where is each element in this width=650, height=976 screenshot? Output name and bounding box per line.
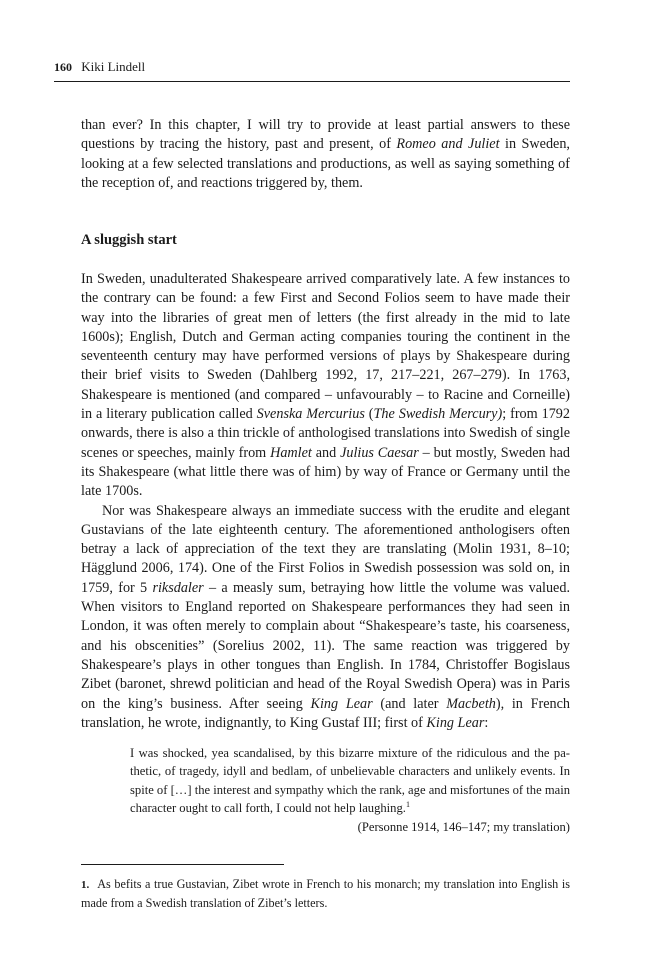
p1-italic-svenska-mercurius: Svenska Mercurius xyxy=(256,406,365,423)
p1-text-2: ( xyxy=(364,406,374,423)
footnote-rule xyxy=(81,864,284,865)
p1-text-3: ; from 1792 onwards, there is also a thin trickle of anthologised translations into Swedish of single scenes or speeches, mainly from xyxy=(81,406,570,461)
p1-italic-swedish-mercury: The Swedish Mercury) xyxy=(373,406,503,423)
p2-text-4: ), in French translation, he wrote, indignantly, to King Gustaf III; first of xyxy=(81,695,570,731)
header-rule xyxy=(54,81,570,82)
p1-text-5: – but mostly, Sweden had its Shakespeare (what little there was of him) by way of France or Germany until the late 1700s. xyxy=(81,444,570,500)
p2-italic-macbeth: Macbeth xyxy=(446,695,496,712)
block-quote xyxy=(130,744,570,836)
p1-italic-hamlet: Hamlet xyxy=(270,444,312,461)
running-head xyxy=(54,58,570,76)
p1-text-1: In Sweden, unadulterated Shakespeare arrived comparatively late. A few instances to the contrary can be found: a few First and Second Folios seem to have made their way into the libraries of great men of letters (the first already in the mid to late 1600s); English, Dutch and German acting companies touring the continent in the seventeenth century may have performed versions of plays by Shakespeare during their brief visits to Sweden (Dahlberg 1992, 17, 217–221, 267–279). In 1763, Shakespeare is mentioned (and compared – unfavourably – to Racine and Corneille) in a literary publication called xyxy=(81,271,570,423)
footnote-text: As befits a true Gustavian, Zibet wrote in French to his monarch; my translation into English is made from a Swedish translation of Zibet’s letters. xyxy=(81,877,570,910)
intro-text-2: in Sweden, looking at a few selected translations and productions, as well as saying something of the reception of, and reactions triggered by, them. xyxy=(81,136,570,191)
section-body xyxy=(81,270,570,733)
p2-text-3: (and later xyxy=(372,695,447,712)
footnote-number: 1. xyxy=(81,879,90,891)
running-head-author: Kiki Lindell xyxy=(81,59,146,74)
p2-italic-riksdaler: riksdaler xyxy=(152,579,204,596)
p2-text-2: – a measly sum, betraying how little the volume was valued. When visitors to England reported on Shakespeare performances they had seen in London, it was often merely to complain about “Shakespeare’s taste, his coarseness, and his obscenities” (Sorelius 2002, 11). The same reaction was triggered by Shakespeare’s plays in other tongues than English. In 1784, Christoffer Bogislaus Zibet (baronet, shrewd politician and head of the Royal Swedish Opera) was in Paris on the king’s business. After seeing xyxy=(81,579,570,712)
section-heading: A sluggish start xyxy=(81,232,177,248)
p2-text-5: : xyxy=(484,714,489,731)
footnote xyxy=(81,876,570,912)
p2-italic-king-lear: King Lear xyxy=(310,695,373,712)
section-paragraph-1 xyxy=(81,270,570,502)
quote-text: I was shocked, yea scandalised, by this bizarre mixture of the ridiculous and the pathetic, of tragedy, idyll and bedlam, of unbelievable characters and unlikely events. In spite of […] the interest and sympathy which the rank, age and misfortunes of the main character ought to call forth, I could not help laughing. xyxy=(130,746,570,816)
p2-text-1: Nor was Shakespeare always an immediate success with the erudite and elegant Gustavians of the late eighteenth century. The aforementioned anthologisers often betray a lack of appreciation of the text they are translating (Molin 1931, 8–10; Hägglund 2006, 174). One of the First Folios in Swedish possession was sold on, in 1759, for 5 xyxy=(81,502,570,596)
p2-italic-king-lear-2: King Lear xyxy=(426,714,485,731)
p1-text-4: and xyxy=(311,444,341,461)
p1-italic-julius-caesar: Julius Caesar xyxy=(340,444,419,461)
intro-title-romeo-and-juliet: Romeo and Juliet xyxy=(396,136,500,153)
quote-citation: (Personne 1914, 146–147; my translation) xyxy=(357,819,570,834)
section-paragraph-2 xyxy=(81,502,570,734)
intro-text-1: than ever? In this chapter, I will try to provide at least partial answers to these questions by tracing the history, past and present, of xyxy=(81,117,570,153)
footnote-reference[interactable]: 1 xyxy=(405,800,410,810)
intro-paragraph xyxy=(81,116,570,193)
page-number: 160 xyxy=(54,60,72,74)
